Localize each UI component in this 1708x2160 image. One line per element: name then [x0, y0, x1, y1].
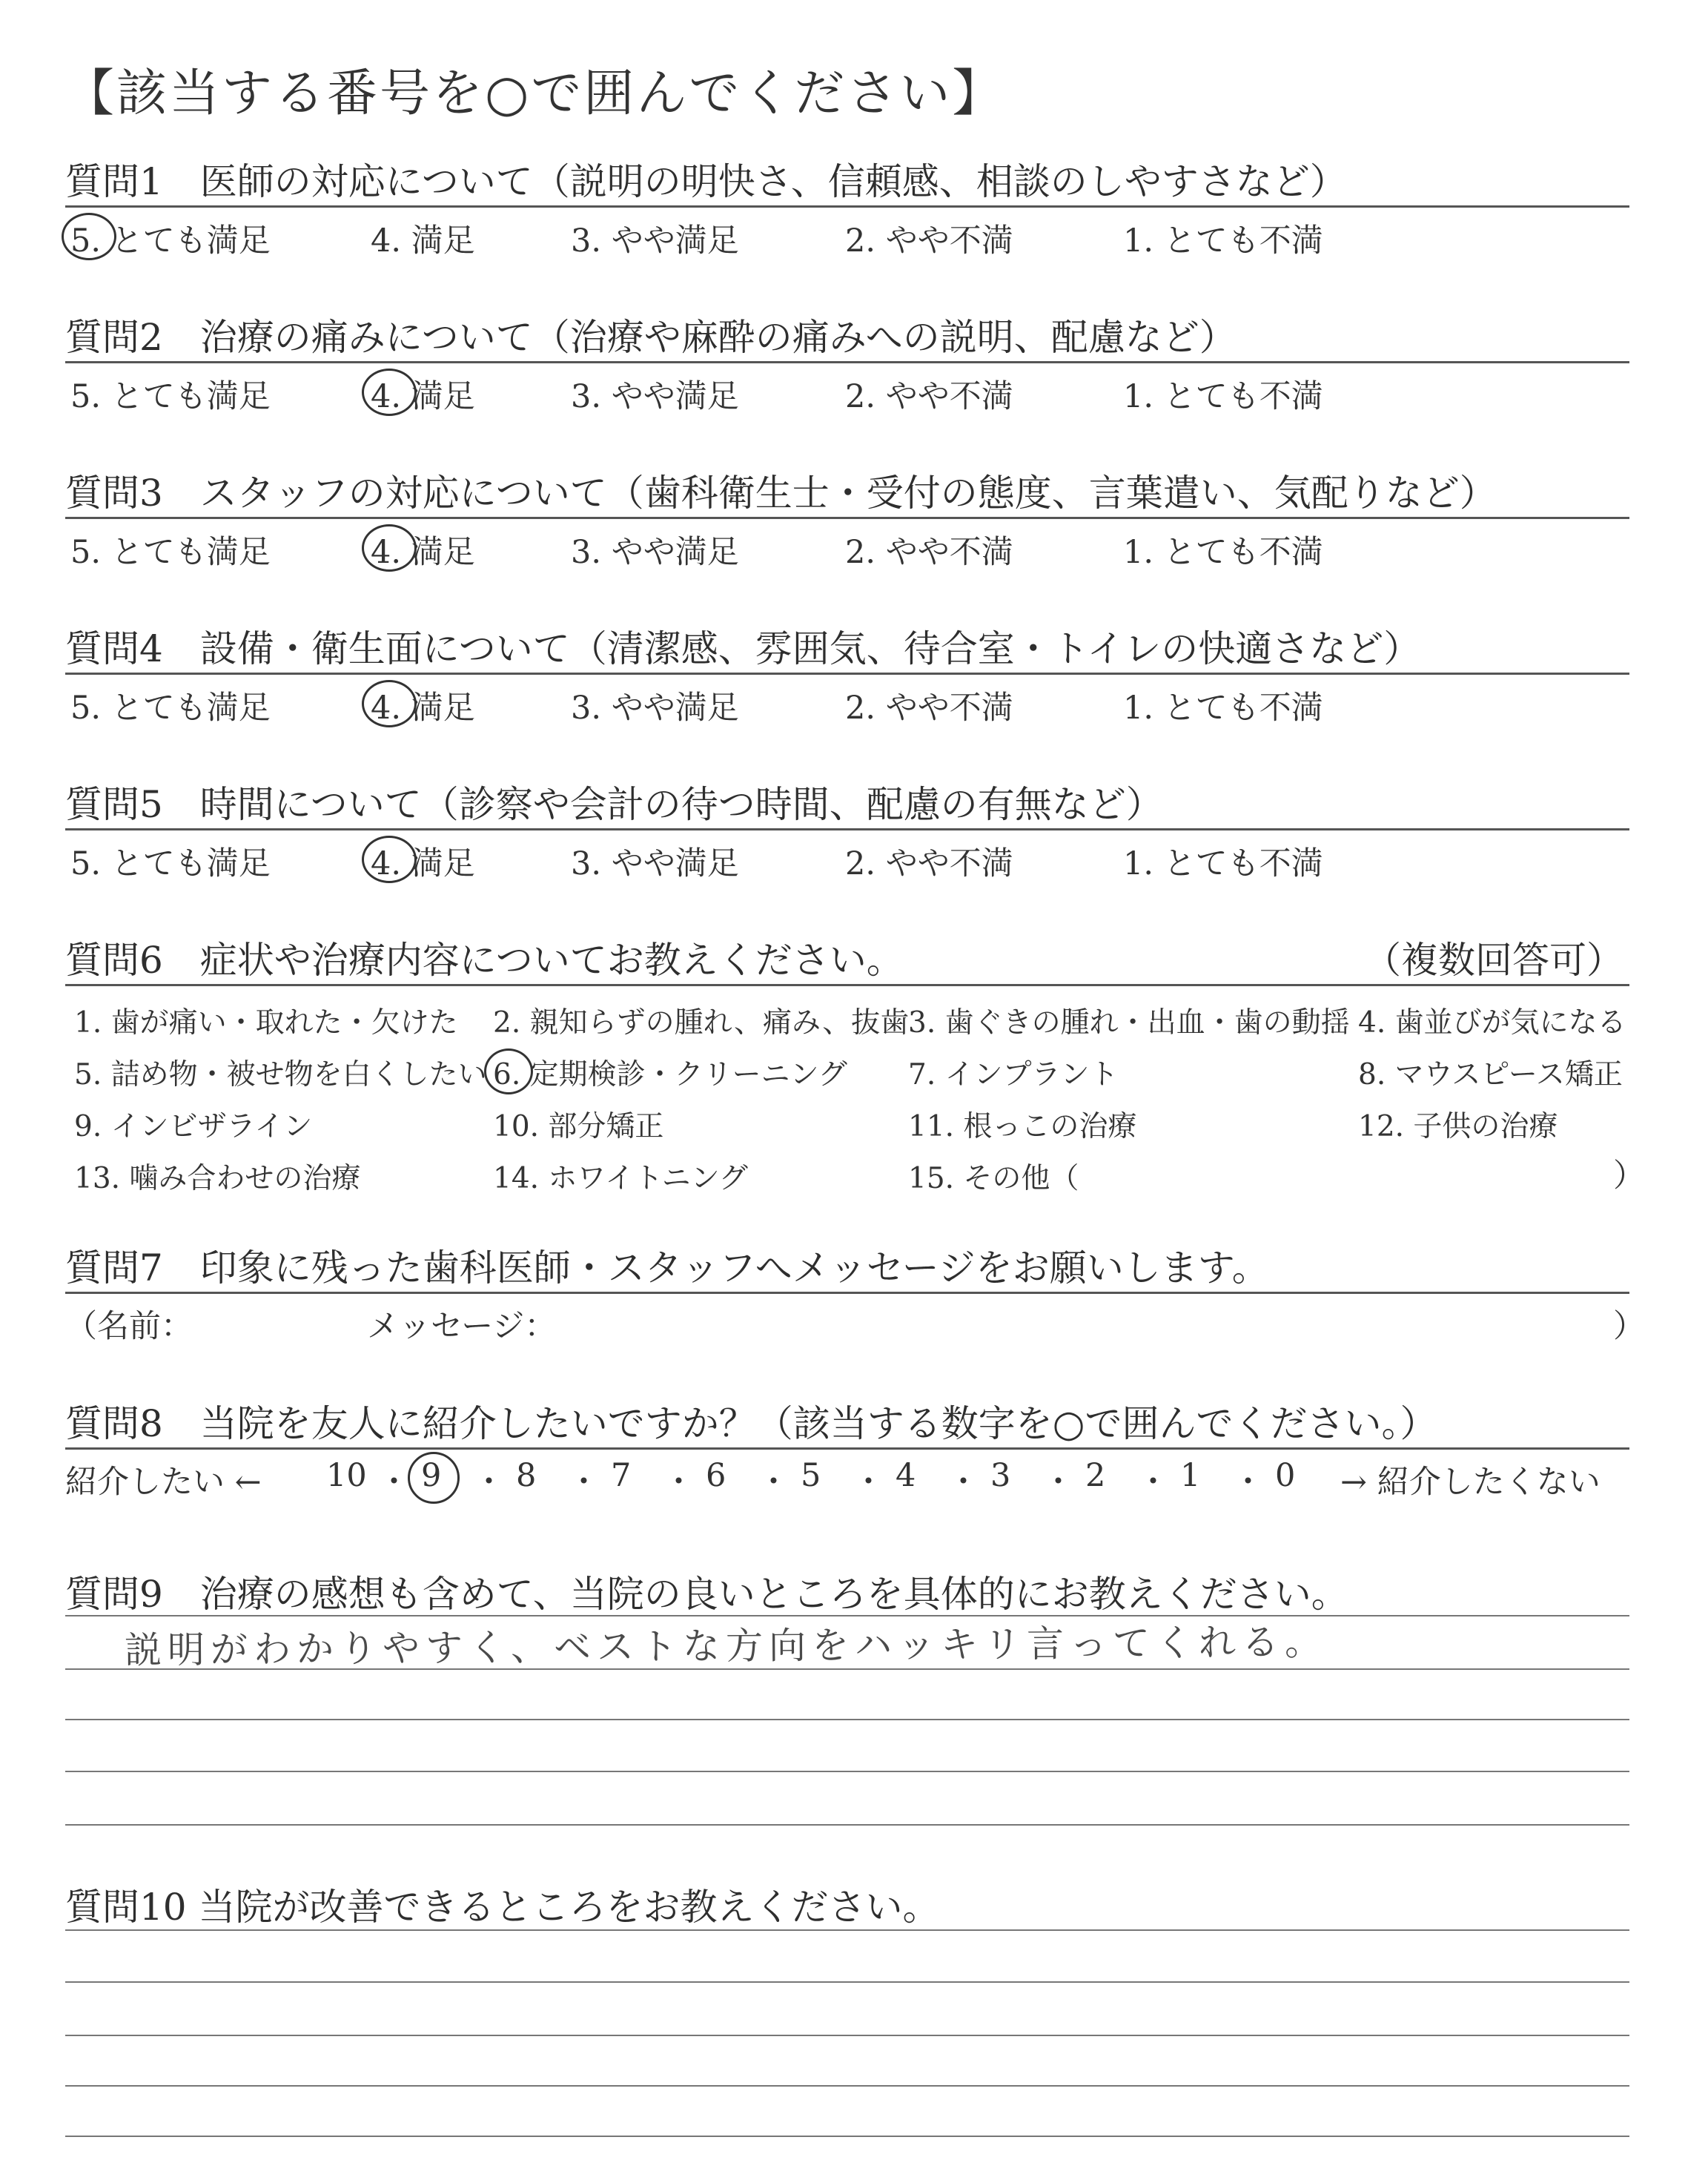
q8-separator: ・: [853, 1464, 884, 1501]
q3-option[interactable]: 1. とても不満: [1123, 534, 1323, 571]
q1-title: 質問1 医師の対応について（説明の明快さ、信頼感、相談のしやすさなど）: [65, 160, 1347, 203]
selection-circle: [62, 213, 116, 260]
q2-option[interactable]: 5. とても満足: [70, 378, 271, 415]
q6-option[interactable]: 15. その他（: [908, 1162, 1079, 1195]
q10-title: 質問10 当院が改善できるところをお教えください。: [65, 1886, 940, 1929]
q6-option[interactable]: 8. マウスピース矯正: [1358, 1058, 1623, 1091]
q10-line: [65, 2136, 1629, 2137]
q2-option[interactable]: 1. とても不満: [1123, 378, 1323, 415]
selection-circle: [484, 1048, 533, 1094]
q8-scale-number[interactable]: 5: [801, 1457, 821, 1494]
q2-option[interactable]: 3. やや満足: [571, 378, 739, 415]
q9-line: [65, 1771, 1629, 1772]
q10-line: [65, 1929, 1629, 1931]
q8-scale-number[interactable]: 8: [516, 1457, 537, 1494]
q1-option[interactable]: 2. やや不満: [845, 222, 1013, 260]
q9-title: 質問9 治療の感想も含めて、当院の良いところを具体的にお教えください。: [65, 1573, 1348, 1616]
q7-name-label: （名前：: [65, 1308, 193, 1345]
q6-option[interactable]: 10. 部分矯正: [493, 1110, 664, 1143]
q8-scale-number[interactable]: 9: [421, 1457, 442, 1494]
q6-option[interactable]: 1. 歯が痛い・取れた・欠けた: [74, 1006, 458, 1040]
q1-option[interactable]: 1. とても不満: [1123, 222, 1323, 260]
q3-option[interactable]: 5. とても満足: [70, 534, 271, 571]
q9-answer: 説明がわかりやすく、ベストな方向をハッキリ言ってくれる。: [124, 1620, 1328, 1672]
selection-circle: [362, 369, 417, 416]
q1-option[interactable]: 3. やや満足: [571, 222, 739, 260]
q2-option[interactable]: 2. やや不満: [845, 378, 1013, 415]
q8-rule: [65, 1447, 1629, 1450]
q6-note: （複数回答可）: [1364, 939, 1623, 982]
q6-option[interactable]: 11. 根っこの治療: [908, 1110, 1137, 1143]
q6-title: 質問6 症状や治療内容についてお教えください。: [65, 939, 904, 982]
q6-rule: [65, 984, 1629, 986]
q7-rule: [65, 1292, 1629, 1294]
q8-separator: ・: [1042, 1464, 1074, 1501]
q8-separator: ・: [758, 1464, 790, 1501]
q10-line: [65, 2035, 1629, 2036]
q4-option[interactable]: 4. 満足: [371, 690, 475, 727]
q6-option[interactable]: 9. インビザライン: [74, 1110, 313, 1143]
q5-option[interactable]: 5. とても満足: [70, 845, 271, 882]
q3-option[interactable]: 3. やや満足: [571, 534, 739, 571]
q5-rule: [65, 828, 1629, 830]
q8-separator: ・: [947, 1464, 979, 1501]
q8-left-label: 紹介したい ←: [65, 1464, 262, 1501]
selection-circle: [362, 680, 417, 727]
q4-option[interactable]: 3. やや満足: [571, 690, 739, 727]
q8-separator: ・: [663, 1464, 695, 1501]
q8-scale-number[interactable]: 10: [326, 1457, 367, 1494]
q3-option[interactable]: 2. やや不満: [845, 534, 1013, 571]
q4-title: 質問4 設備・衛生面について（清潔感、雰囲気、待合室・トイレの快適さなど）: [65, 627, 1421, 670]
q5-option[interactable]: 3. やや満足: [571, 845, 739, 882]
q10-line: [65, 1981, 1629, 1983]
q8-title: 質問8 当院を友人に紹介したいですか？（該当する数字を○で囲んでください。）: [65, 1402, 1437, 1445]
q8-scale-number[interactable]: 6: [706, 1457, 726, 1494]
q4-rule: [65, 673, 1629, 675]
q6-option[interactable]: 13. 噛み合わせの治療: [74, 1162, 361, 1195]
q9-line: [65, 1824, 1629, 1826]
q6-option[interactable]: 6. 定期検診・クリーニング: [493, 1058, 847, 1091]
q3-title: 質問3 スタッフの対応について（歯科衛生士・受付の態度、言葉遣い、気配りなど）: [65, 472, 1497, 515]
q4-option[interactable]: 2. やや不満: [845, 690, 1013, 727]
q9-line: [65, 1719, 1629, 1720]
q8-scale-number[interactable]: 0: [1275, 1457, 1296, 1494]
q8-scale-number[interactable]: 7: [611, 1457, 632, 1494]
q8-separator: ・: [568, 1464, 600, 1501]
q5-option[interactable]: 2. やや不満: [845, 845, 1013, 882]
q8-scale-number[interactable]: 1: [1180, 1457, 1201, 1494]
q2-rule: [65, 361, 1629, 363]
q8-separator: ・: [1232, 1464, 1264, 1501]
q8-right-label: → 紹介したくない: [1340, 1464, 1601, 1501]
q3-option[interactable]: 4. 満足: [371, 534, 475, 571]
q7-message-label: メッセージ：: [367, 1308, 557, 1345]
q8-scale-number[interactable]: 4: [896, 1457, 916, 1494]
q8-scale-number[interactable]: 2: [1085, 1457, 1106, 1494]
selection-circle: [408, 1452, 460, 1504]
q6-option[interactable]: 4. 歯並びが気になる: [1358, 1006, 1626, 1040]
selection-circle: [362, 836, 417, 883]
q8-separator: ・: [1137, 1464, 1169, 1501]
q2-title: 質問2 治療の痛みについて（治療や麻酔の痛みへの説明、配慮など）: [65, 316, 1237, 359]
q8-separator: ・: [473, 1464, 505, 1501]
form-header: 【該当する番号を○で囲んでください】: [64, 65, 1005, 123]
q6-option[interactable]: 2. 親知らずの腫れ、痛み、抜歯: [493, 1006, 910, 1040]
q4-option[interactable]: 5. とても満足: [70, 690, 271, 727]
q6-option[interactable]: 7. インプラント: [908, 1058, 1119, 1091]
q6-option[interactable]: 12. 子供の治療: [1358, 1110, 1558, 1143]
q6-option[interactable]: 5. 詰め物・被せ物を白くしたい: [74, 1058, 487, 1091]
q6-option[interactable]: 3. 歯ぐきの腫れ・出血・歯の動揺: [908, 1006, 1350, 1040]
q7-close-paren: ）: [1613, 1308, 1645, 1345]
q8-scale-number[interactable]: 3: [990, 1457, 1011, 1494]
q10-line: [65, 2085, 1629, 2087]
q6-option[interactable]: 14. ホワイトニング: [493, 1162, 748, 1195]
q2-option[interactable]: 4. 満足: [371, 378, 475, 415]
selection-circle: [362, 524, 417, 572]
q5-title: 質問5 時間について（診察や会計の待つ時間、配慮の有無など）: [65, 783, 1163, 826]
q8-separator: ・: [378, 1464, 410, 1501]
q4-option[interactable]: 1. とても不満: [1123, 690, 1323, 727]
q9-line: [65, 1668, 1629, 1670]
q6-close-paren: ）: [1613, 1157, 1645, 1195]
q1-rule: [65, 205, 1629, 208]
q1-option[interactable]: 5. とても満足: [70, 222, 271, 260]
q5-option[interactable]: 4. 満足: [371, 845, 475, 882]
q5-option[interactable]: 1. とても不満: [1123, 845, 1323, 882]
q1-option[interactable]: 4. 満足: [371, 222, 475, 260]
q3-rule: [65, 517, 1629, 519]
q7-title: 質問7 印象に残った歯科医師・スタッフへメッセージをお願いします。: [65, 1246, 1269, 1289]
